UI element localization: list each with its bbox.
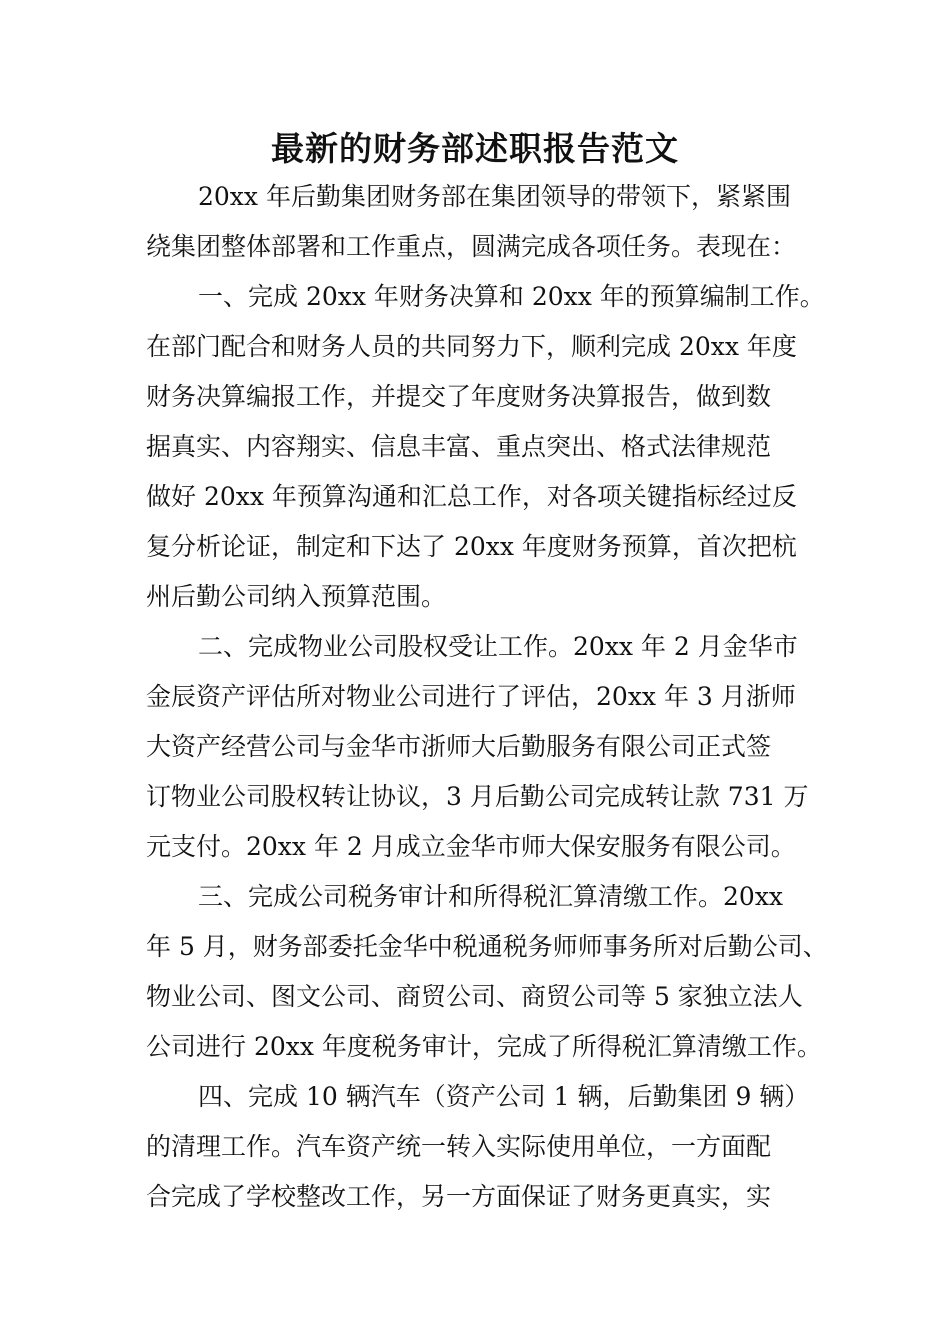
- paragraph-line: 年 5 月，财务部委托金华中税通税务师师事务所对后勤公司、: [146, 932, 828, 961]
- paragraph-line: 公司进行 20xx 年度税务审计，完成了所得税汇算清缴工作。: [146, 1032, 822, 1061]
- document-title: 最新的财务部述职报告范文: [271, 129, 679, 168]
- paragraph-line: 一、完成 20xx 年财务决算和 20xx 年的预算编制工作。: [198, 282, 825, 311]
- paragraph-line: 绕集团整体部署和工作重点，圆满完成各项任务。表现在：: [146, 232, 797, 261]
- paragraph-line: 三、完成公司税务审计和所得税汇算清缴工作。20xx: [198, 882, 784, 911]
- paragraph-line: 元支付。20xx 年 2 月成立金华市师大保安服务有限公司。: [146, 832, 796, 861]
- paragraph-line: 金辰资产评估所对物业公司进行了评估，20xx 年 3 月浙师: [146, 682, 796, 711]
- paragraph-line: 四、完成 10 辆汽车（资产公司 1 辆，后勤集团 9 辆）: [198, 1082, 810, 1111]
- paragraph-line: 物业公司、图文公司、商贸公司、商贸公司等 5 家独立法人: [146, 982, 803, 1011]
- paragraph-line: 订物业公司股权转让协议，3 月后勤公司完成转让款 731 万: [146, 782, 809, 811]
- paragraph-line: 州后勤公司纳入预算范围。: [146, 582, 447, 611]
- paragraph-line: 20xx 年后勤集团财务部在集团领导的带领下，紧紧围: [198, 182, 791, 211]
- paragraph-line: 大资产经营公司与金华市浙师大后勤服务有限公司正式签: [146, 732, 772, 761]
- paragraph-line: 财务决算编报工作，并提交了年度财务决算报告，做到数: [146, 382, 772, 411]
- paragraph-line: 复分析论证，制定和下达了 20xx 年度财务预算，首次把杭: [146, 532, 797, 561]
- paragraph-line: 在部门配合和财务人员的共同努力下，顺利完成 20xx 年度: [146, 332, 797, 361]
- paragraph-line: 的清理工作。汽车资产统一转入实际使用单位，一方面配: [146, 1132, 772, 1161]
- paragraph-line: 合完成了学校整改工作，另一方面保证了财务更真实，实: [146, 1182, 772, 1211]
- paragraph-line: 据真实、内容翔实、信息丰富、重点突出、格式法律规范: [146, 432, 772, 461]
- paragraph-line: 二、完成物业公司股权受让工作。20xx 年 2 月金华市: [198, 632, 798, 661]
- paragraph-line: 做好 20xx 年预算沟通和汇总工作，对各项关键指标经过反: [146, 482, 797, 511]
